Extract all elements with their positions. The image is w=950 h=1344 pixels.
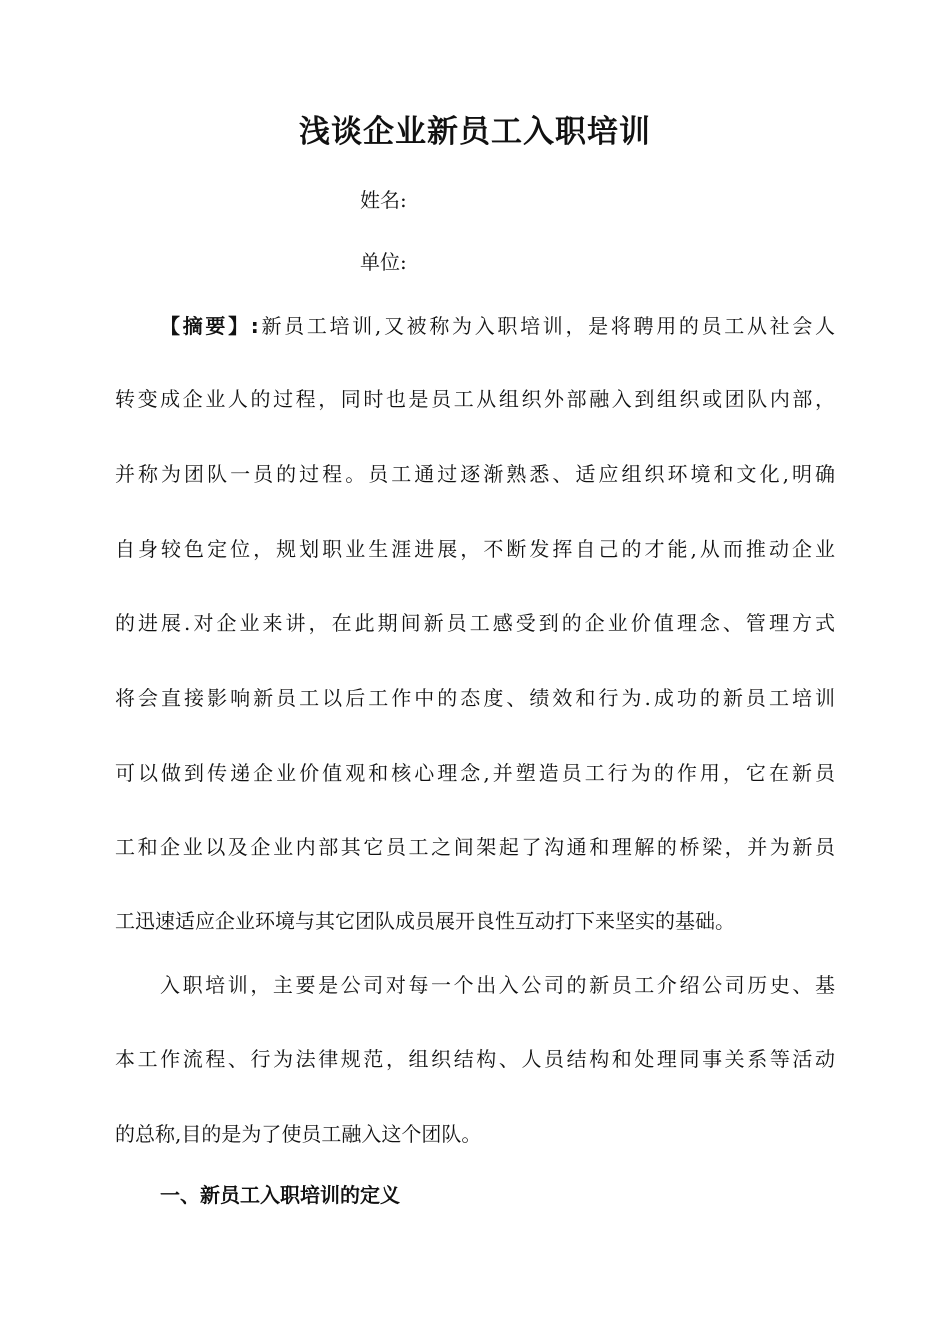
author-name-label: 姓名:: [360, 188, 407, 212]
abstract-line-5: 的进展.对企业来讲，在此期间新员工感受到的企业价值理念、管理方式: [115, 611, 835, 635]
paragraph2-line-3: 的总称,目的是为了使员工融入这个团队。: [115, 1122, 482, 1146]
abstract-line-1: [160, 310, 835, 339]
abstract-line-6: 将会直接影响新员工以后工作中的态度、绩效和行为.成功的新员工培训: [115, 686, 835, 710]
section-heading-1: 一、新员工入职培训的定义: [160, 1183, 400, 1207]
abstract-colon: :: [250, 314, 259, 338]
abstract-label: 【摘要】: [160, 314, 251, 338]
abstract-line-8: 工和企业以及企业内部其它员工之间架起了沟通和理解的桥梁，并为新员: [115, 835, 835, 859]
abstract-line-3: 并称为团队一员的过程。员工通过逐渐熟悉、适应组织环境和文化,明确: [115, 462, 835, 486]
abstract-text: 新员工培训,又被称为入职培训，是将聘用的员工从社会人: [258, 314, 836, 338]
paragraph2-line-1: 入职培训，主要是公司对每一个出入公司的新员工介绍公司历史、基: [160, 973, 835, 997]
paragraph2-line-2: 本工作流程、行为法律规范，组织结构、人员结构和处理同事关系等活动: [115, 1047, 835, 1071]
page-title: 浅谈企业新员工入职培训: [299, 114, 651, 150]
abstract-line-2: 转变成企业人的过程，同时也是员工从组织外部融入到组织或团队内部，: [115, 387, 835, 411]
abstract-line-4: 自身较色定位，规划职业生涯进展，不断发挥自己的才能,从而推动企业: [115, 537, 835, 561]
abstract-line-9: 工迅速适应企业环境与其它团队成员展开良性互动打下来坚实的基础。: [115, 909, 735, 933]
abstract-line-7: 可以做到传递企业价值观和核心理念,并塑造员工行为的作用，它在新员: [115, 761, 835, 785]
author-unit-label: 单位:: [360, 250, 407, 274]
